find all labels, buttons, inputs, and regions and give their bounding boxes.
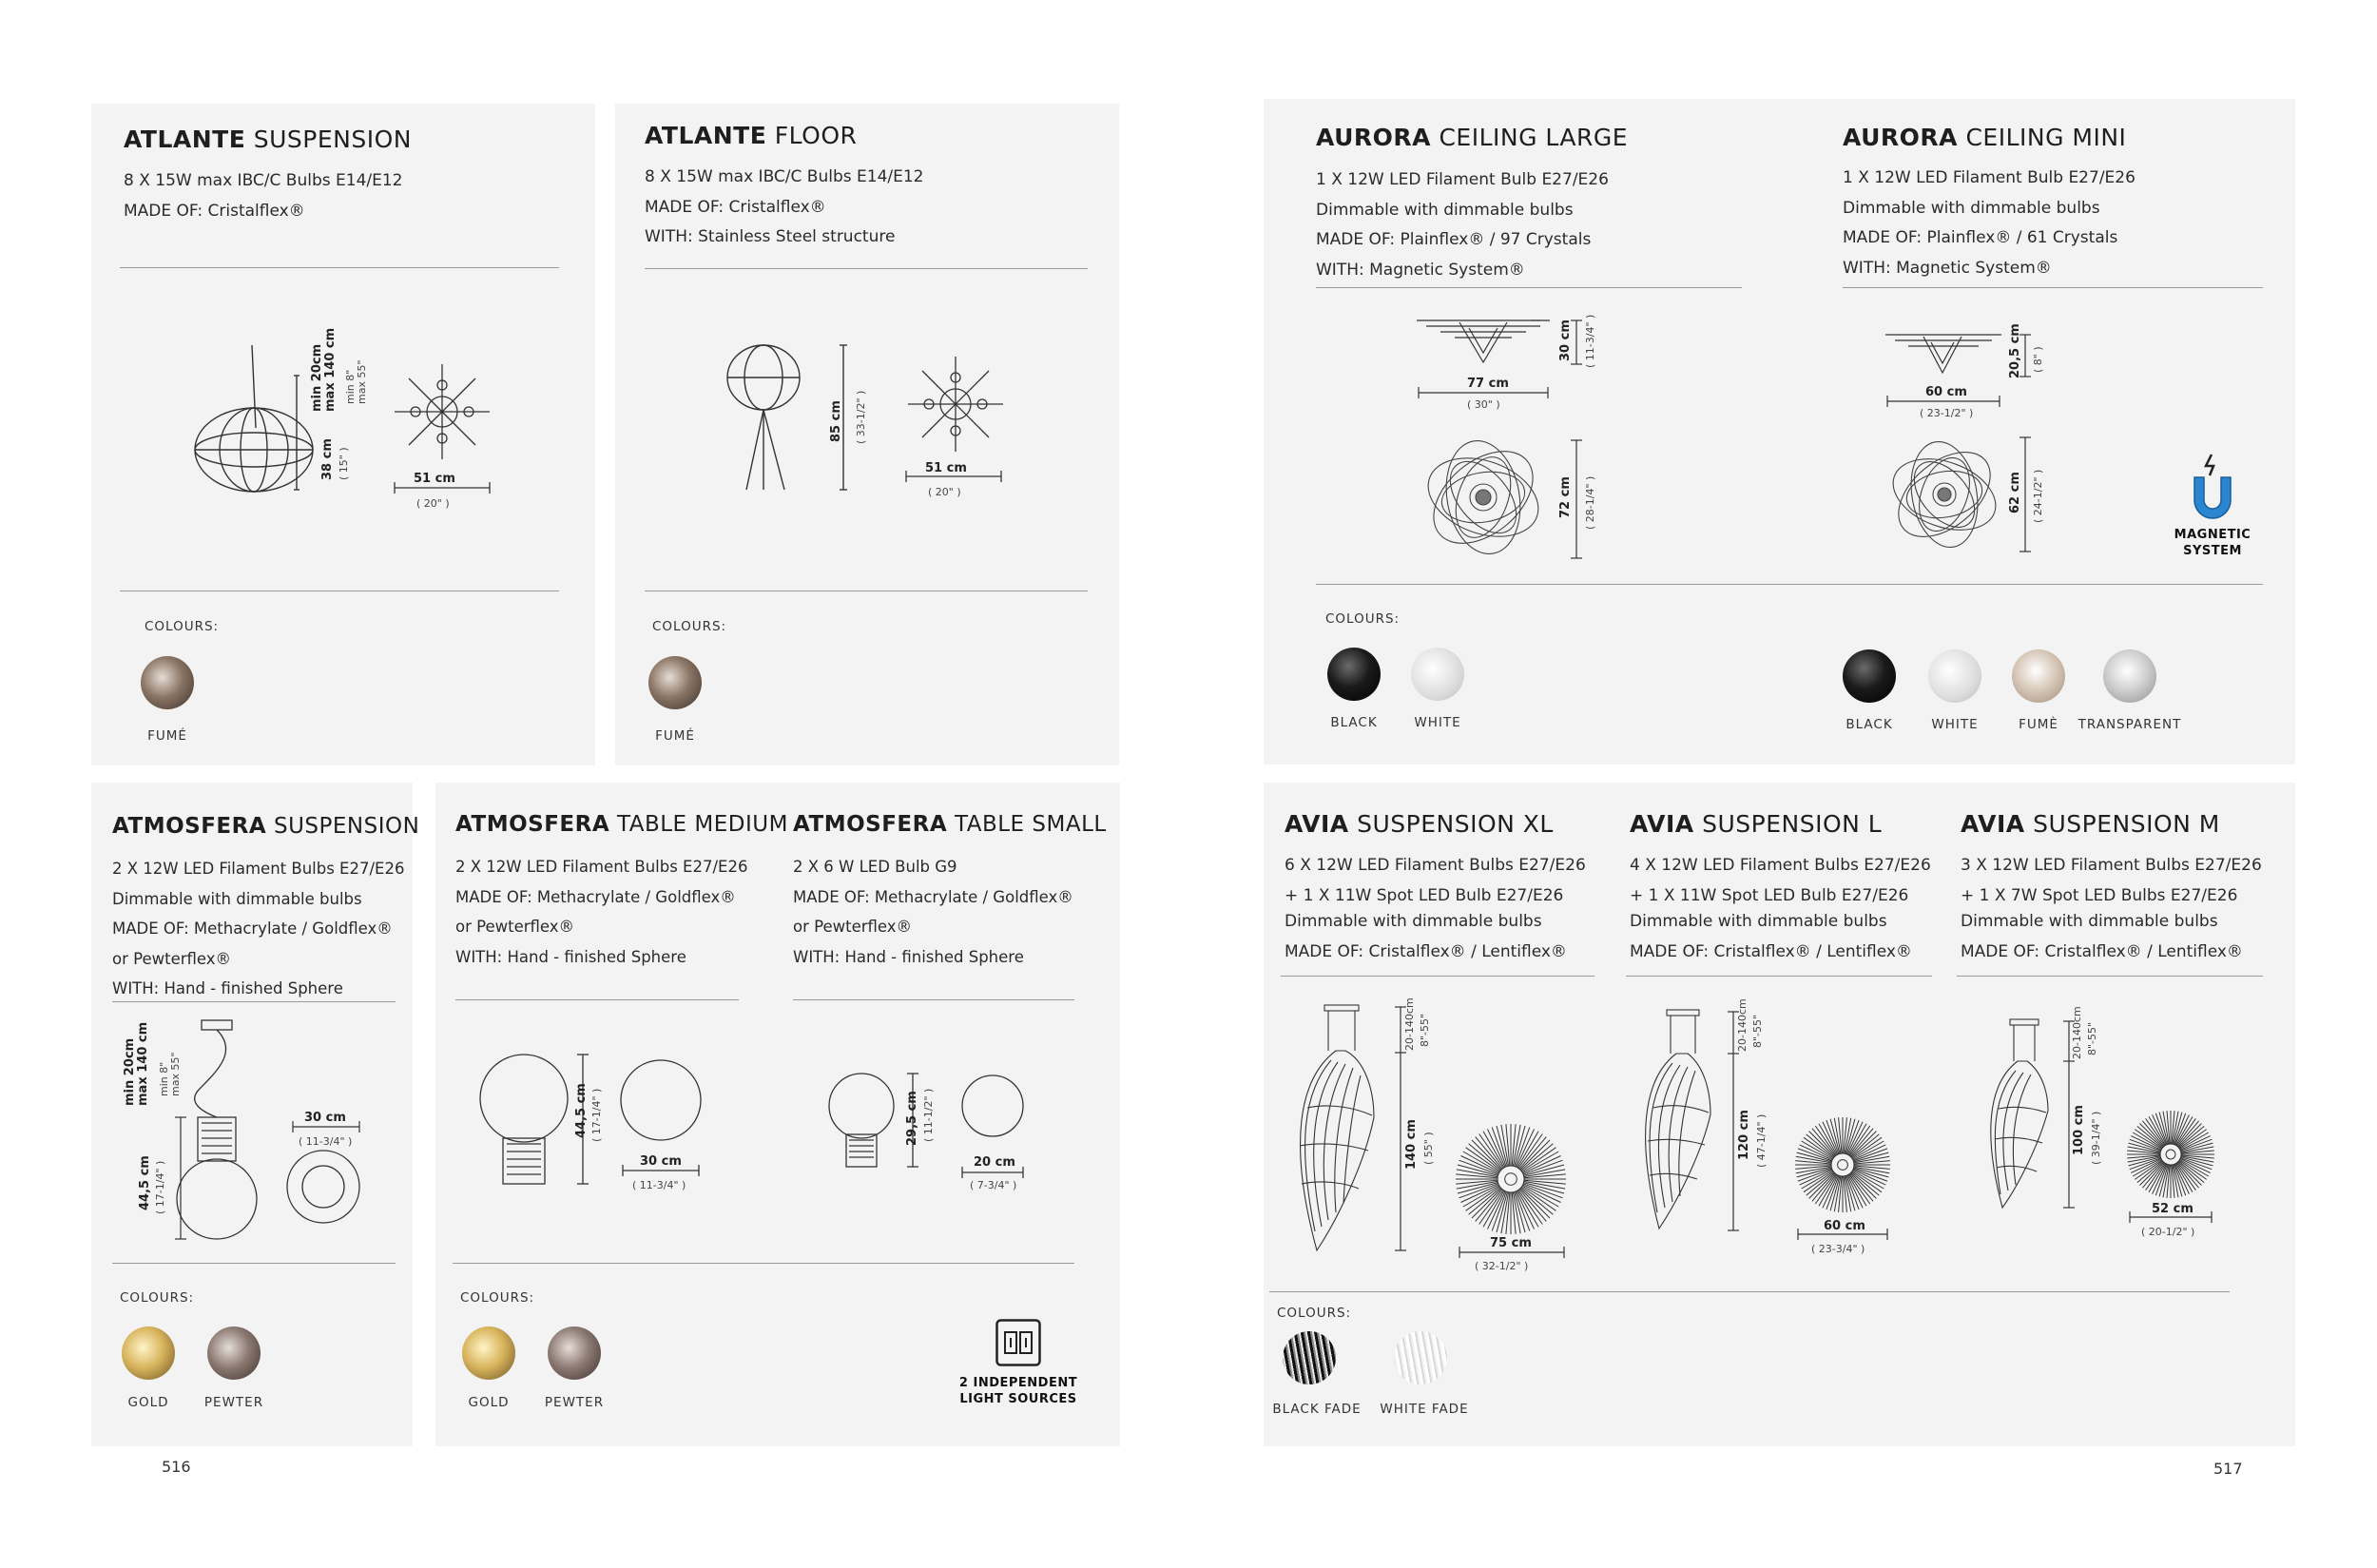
- atmosfera-table-medium-drawing: [471, 1051, 718, 1203]
- product-brand: ATMOSFERA: [455, 812, 610, 837]
- colour-swatch-white[interactable]: [1928, 649, 1981, 703]
- avia-l-title: [1630, 810, 1882, 838]
- atmosfera-table-small-specs: [793, 852, 1073, 972]
- page-number-right: 517: [2213, 1460, 2243, 1478]
- dim-width-in: ( 32-1/2" ): [1475, 1260, 1529, 1272]
- dim-width: 30 cm: [304, 1111, 346, 1125]
- atmosfera-table-small-title: [793, 812, 1107, 837]
- dim-width-in: ( 20" ): [928, 486, 961, 498]
- badge-line: LIGHT SOURCES: [959, 1392, 1077, 1406]
- badge-line: SYSTEM: [2183, 544, 2242, 558]
- dim-width: 75 cm: [1490, 1236, 1532, 1250]
- product-brand: AVIA: [1630, 810, 1694, 838]
- spec-line: 4 X 12W LED Filament Bulbs E27/E26: [1630, 856, 1931, 875]
- spec-line: 1 X 12W LED Filament Bulb E27/E26: [1843, 168, 2135, 187]
- colour-swatch-fume[interactable]: [141, 656, 194, 709]
- page-number-left: 516: [162, 1458, 191, 1476]
- product-type: CEILING LARGE: [1439, 124, 1629, 151]
- spec-line: WITH: Hand - finished Sphere: [112, 979, 343, 997]
- spec-line: 1 X 12W LED Filament Bulb E27/E26: [1316, 170, 1609, 189]
- spec-line: Dimmable with dimmable bulbs: [1961, 912, 2218, 931]
- colour-name: FUMÉ: [147, 728, 187, 744]
- spec-line: WITH: Hand - finished Sphere: [455, 947, 686, 966]
- colours-label: COLOURS:: [460, 1290, 535, 1306]
- dim-drop-max-in: max 55": [356, 359, 368, 404]
- spec-line: MADE OF: Cristalflex®: [645, 197, 826, 217]
- light-sources-badge: [947, 1375, 1090, 1407]
- atlante-suspension-title: [124, 126, 412, 153]
- dim-drop-max: max 140 cm: [323, 327, 338, 412]
- atlante-suspension-specs: [124, 166, 403, 226]
- divider: [120, 267, 559, 268]
- atmosfera-table-medium-title: [455, 812, 788, 837]
- divider: [1316, 287, 1742, 288]
- colour-swatch-white[interactable]: [1411, 648, 1464, 701]
- colour-name: TRANSPARENT: [2077, 717, 2182, 732]
- dim-width: 30 cm: [640, 1154, 682, 1169]
- spec-line: MADE OF: Methacrylate / Goldflex®: [455, 887, 736, 906]
- colour-name: WHITE: [1931, 717, 1979, 732]
- product-type: SUSPENSION: [253, 126, 412, 153]
- avia-m-title: [1961, 810, 2220, 838]
- sunburst-icon: [1456, 1124, 1566, 1234]
- dim-height-in: ( 55" ): [1422, 1132, 1435, 1165]
- colour-swatch-black[interactable]: [1843, 649, 1896, 703]
- divider: [112, 1263, 396, 1264]
- dim-drop-min: min 20cm: [123, 1037, 137, 1106]
- dim-width: 60 cm: [1824, 1219, 1865, 1233]
- dim-depth: 72 cm: [1558, 476, 1573, 518]
- dim-height-in: ( 11-3/4" ): [1584, 314, 1596, 368]
- colour-swatch-fume[interactable]: [648, 656, 702, 709]
- colour-swatch-gold[interactable]: [122, 1326, 175, 1380]
- product-type: FLOOR: [774, 122, 858, 149]
- product-brand: ATMOSFERA: [793, 812, 948, 837]
- spec-line: MADE OF: Cristalflex®: [124, 201, 305, 221]
- colours-label: COLOURS:: [120, 1290, 195, 1306]
- spec-line: Dimmable with dimmable bulbs: [1285, 912, 1542, 931]
- dual-light-icon: [995, 1319, 1041, 1366]
- magnetic-system-badge: [2146, 527, 2279, 559]
- avia-xl-drawing: [1279, 997, 1607, 1288]
- product-brand: AVIA: [1961, 810, 2025, 838]
- spec-line: Dimmable with dimmable bulbs: [1843, 198, 2100, 218]
- dim-height: 29,5 cm: [905, 1091, 919, 1146]
- dim-drop-min-in: min 8": [344, 369, 357, 404]
- spec-line: 2 X 12W LED Filament Bulbs E27/E26: [455, 858, 748, 876]
- colours-label: COLOURS:: [1277, 1306, 1352, 1321]
- dim-width: 52 cm: [2152, 1202, 2193, 1216]
- dim-depth-in: ( 28-1/4" ): [1584, 475, 1596, 530]
- divider: [1281, 976, 1594, 977]
- divider: [120, 590, 559, 591]
- sunburst-icon: [1795, 1117, 1890, 1212]
- aurora-mini-drawing: [1878, 323, 2106, 571]
- colours-label: COLOURS:: [652, 619, 727, 634]
- dim-height-in: ( 11-1/2" ): [922, 1088, 935, 1142]
- colour-swatch-white-fade[interactable]: [1394, 1331, 1447, 1384]
- colour-name: PEWTER: [544, 1395, 605, 1410]
- spec-line: 3 X 12W LED Filament Bulbs E27/E26: [1961, 856, 2262, 875]
- dim-drop-min-in: min 8": [158, 1061, 170, 1096]
- dim-depth-in: ( 24-1/2" ): [2032, 469, 2044, 523]
- spec-line: 2 X 6 W LED Bulb G9: [793, 858, 957, 876]
- dim-width: 51 cm: [925, 461, 967, 475]
- colour-swatch-gold[interactable]: [462, 1326, 515, 1380]
- avia-l-specs: [1630, 851, 1931, 967]
- divider: [1626, 976, 1932, 977]
- product-type: TABLE SMALL: [954, 812, 1107, 837]
- dim-drop-max-in: max 55": [169, 1052, 182, 1096]
- dim-width-in: ( 20" ): [416, 497, 450, 510]
- product-brand: AURORA: [1843, 124, 1958, 151]
- dim-width-in: ( 23-3/4" ): [1811, 1243, 1865, 1255]
- spec-line: or Pewterflex®: [455, 918, 575, 936]
- dim-height: 85 cm: [829, 400, 843, 442]
- atlante-suspension-drawing: [185, 327, 509, 528]
- colour-name: PEWTER: [203, 1395, 264, 1410]
- spec-line: MADE OF: Cristalflex® / Lentiflex®: [1285, 941, 1567, 961]
- dim-height: 44,5 cm: [574, 1083, 589, 1138]
- dim-width: 51 cm: [414, 472, 455, 486]
- spec-line: + 1 X 7W Spot LED Bulbs E27/E26: [1961, 885, 2238, 905]
- dim-height: 30 cm: [1558, 319, 1573, 361]
- spec-line: Dimmable with dimmable bulbs: [1316, 200, 1574, 220]
- avia-m-drawing: [1978, 1006, 2263, 1255]
- product-brand: AVIA: [1285, 810, 1349, 838]
- dim-drop: 20-140cm: [1403, 997, 1416, 1051]
- atlante-floor-title: [645, 122, 857, 149]
- colour-name: FUMÉ: [655, 728, 695, 744]
- aurora-large-title: [1316, 124, 1628, 151]
- colour-swatch-pewter[interactable]: [548, 1326, 601, 1380]
- divider: [793, 999, 1074, 1000]
- dim-drop-max: max 140 cm: [136, 1021, 150, 1106]
- avia-xl-title: [1285, 810, 1554, 838]
- atmosfera-suspension-drawing: [114, 1013, 409, 1250]
- dim-height: 44,5 cm: [138, 1155, 152, 1210]
- avia-l-drawing: [1631, 998, 1935, 1274]
- product-type: CEILING MINI: [1965, 124, 2127, 151]
- aurora-mini-specs: [1843, 164, 2135, 283]
- product-type: SUSPENSION: [273, 814, 420, 839]
- dim-width: 60 cm: [1925, 385, 1967, 399]
- product-type: TABLE MEDIUM: [616, 812, 788, 837]
- dim-width-in: ( 30" ): [1467, 398, 1500, 411]
- spec-line: MADE OF: Plainflex® / 97 Crystals: [1316, 230, 1592, 249]
- spec-line: 8 X 15W max IBC/C Bulbs E14/E12: [645, 167, 924, 186]
- dim-drop-in: 8"-55": [2086, 1021, 2098, 1055]
- atmosfera-table-small-drawing: [818, 1070, 1046, 1193]
- spec-line: WITH: Magnetic System®: [1843, 258, 2052, 278]
- dim-height-in: ( 33-1/2" ): [855, 390, 867, 444]
- product-type: SUSPENSION M: [2033, 810, 2220, 838]
- aurora-mini-title: [1843, 124, 2126, 151]
- dim-height-in: ( 17-1/4" ): [154, 1160, 166, 1214]
- dim-depth: 62 cm: [2008, 472, 2022, 513]
- magnet-icon: [2187, 455, 2238, 523]
- product-brand: AURORA: [1316, 124, 1431, 151]
- atmosfera-suspension-specs: [112, 854, 404, 1004]
- aurora-large-drawing: [1407, 309, 1635, 575]
- spec-line: MADE OF: Cristalflex® / Lentiflex®: [1630, 941, 1912, 961]
- dim-drop: 20-140cm: [2071, 1006, 2083, 1059]
- product-type: SUSPENSION L: [1702, 810, 1883, 838]
- colour-name: BLACK FADE: [1272, 1402, 1362, 1417]
- dim-height: 38 cm: [320, 438, 335, 480]
- colour-name: GOLD: [127, 1395, 169, 1410]
- badge-line: 2 INDEPENDENT: [958, 1376, 1078, 1390]
- spec-line: 8 X 15W max IBC/C Bulbs E14/E12: [124, 171, 403, 190]
- colour-name: BLACK: [1330, 715, 1378, 730]
- dim-height-in: ( 39-1/4" ): [2090, 1111, 2102, 1165]
- atlante-floor-specs: [645, 163, 924, 253]
- spec-line: MADE OF: Cristalflex® / Lentiflex®: [1961, 941, 2243, 961]
- divider: [645, 590, 1088, 591]
- dim-height: 20,5 cm: [2008, 323, 2022, 378]
- product-type: SUSPENSION XL: [1357, 810, 1554, 838]
- dim-width-in: ( 7-3/4" ): [970, 1179, 1017, 1191]
- spec-line: MADE OF: Methacrylate / Goldflex®: [112, 920, 393, 938]
- colour-swatch-black[interactable]: [1327, 648, 1381, 701]
- divider: [1316, 584, 2263, 585]
- spec-line: 2 X 12W LED Filament Bulbs E27/E26: [112, 860, 405, 878]
- dim-drop-min: min 20cm: [310, 343, 324, 412]
- spec-line: Dimmable with dimmable bulbs: [1630, 912, 1887, 931]
- spec-line: + 1 X 11W Spot LED Bulb E27/E26: [1630, 885, 1909, 905]
- colour-swatch-black-fade[interactable]: [1283, 1331, 1336, 1384]
- spec-line: Dimmable with dimmable bulbs: [112, 889, 362, 908]
- divider: [453, 1263, 1074, 1264]
- spec-line: MADE OF: Plainflex® / 61 Crystals: [1843, 228, 2118, 247]
- dim-height: 120 cm: [1737, 1110, 1751, 1160]
- colour-swatch-transparent[interactable]: [2103, 649, 2156, 703]
- dim-height: 140 cm: [1404, 1119, 1419, 1170]
- colour-swatch-pewter[interactable]: [207, 1326, 261, 1380]
- divider: [1843, 287, 2263, 288]
- atmosfera-table-medium-specs: [455, 852, 747, 972]
- badge-line: MAGNETIC: [2174, 528, 2251, 542]
- dim-width: 77 cm: [1467, 377, 1509, 391]
- colours-label: COLOURS:: [145, 619, 220, 634]
- avia-xl-specs: [1285, 851, 1586, 967]
- spec-line: MADE OF: Methacrylate / Goldflex®: [793, 887, 1073, 906]
- spec-line: or Pewterflex®: [112, 949, 232, 968]
- spec-line: + 1 X 11W Spot LED Bulb E27/E26: [1285, 885, 1564, 905]
- aurora-large-specs: [1316, 165, 1609, 285]
- dim-width-in: ( 11-3/4" ): [632, 1179, 686, 1191]
- colour-name: BLACK: [1846, 717, 1893, 732]
- spec-line: WITH: Magnetic System®: [1316, 260, 1525, 280]
- dim-height-in: ( 8" ): [2032, 346, 2044, 373]
- dim-width-in: ( 20-1/2" ): [2141, 1226, 2195, 1238]
- dim-width-in: ( 11-3/4" ): [299, 1135, 353, 1148]
- dim-drop-in: 8"-55": [1419, 1013, 1431, 1047]
- dim-height-in: ( 47-1/4" ): [1755, 1113, 1768, 1168]
- colour-name: GOLD: [468, 1395, 510, 1410]
- spec-line: 6 X 12W LED Filament Bulbs E27/E26: [1285, 856, 1586, 875]
- atlante-floor-drawing: [718, 338, 1022, 509]
- divider: [645, 268, 1088, 269]
- dim-drop-in: 8"-55": [1751, 1014, 1764, 1048]
- product-brand: ATMOSFERA: [112, 814, 267, 839]
- colour-swatch-fume[interactable]: [2012, 649, 2065, 703]
- spec-line: or Pewterflex®: [793, 918, 913, 936]
- spec-line: WITH: Hand - finished Sphere: [793, 947, 1024, 966]
- colours-label: COLOURS:: [1325, 611, 1401, 627]
- dim-height-in: ( 15" ): [338, 447, 350, 480]
- avia-m-specs: [1961, 851, 2262, 967]
- dim-width-in: ( 23-1/2" ): [1920, 407, 1974, 419]
- colour-name: WHITE: [1414, 715, 1461, 730]
- divider: [1269, 1291, 2230, 1292]
- dim-height-in: ( 17-1/4" ): [590, 1088, 603, 1142]
- dim-width: 20 cm: [974, 1155, 1015, 1170]
- dim-drop: 20-140cm: [1736, 998, 1749, 1052]
- divider: [455, 999, 739, 1000]
- product-brand: ATLANTE: [645, 122, 767, 149]
- divider: [1957, 976, 2263, 977]
- atmosfera-suspension-title: [112, 814, 419, 839]
- product-brand: ATLANTE: [124, 126, 246, 153]
- sunburst-icon: [2127, 1111, 2214, 1198]
- spec-line: WITH: Stainless Steel structure: [645, 227, 896, 246]
- colour-name: WHITE FADE: [1380, 1402, 1469, 1417]
- colour-name: FUMÈ: [2019, 717, 2058, 732]
- divider: [112, 1001, 396, 1002]
- dim-height: 100 cm: [2072, 1105, 2086, 1155]
